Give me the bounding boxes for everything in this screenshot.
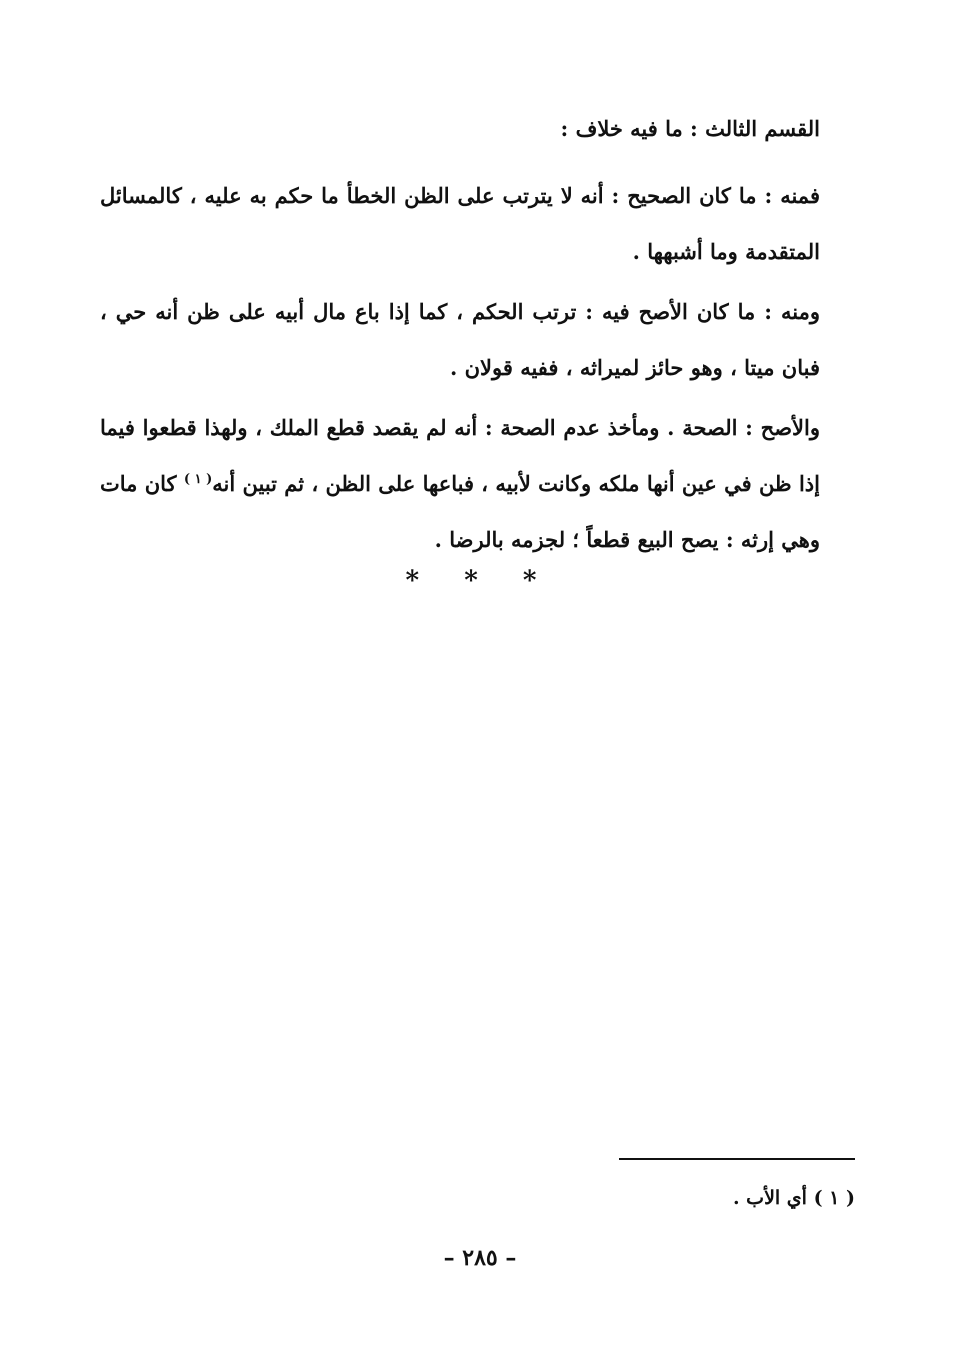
footnote-text: ( ١ ) أي الأب .	[732, 1187, 855, 1209]
paragraph-3	[100, 400, 820, 568]
paragraph-3-text	[100, 400, 820, 568]
paragraph-3-text-end: كان مات وهي إرثه : يصح البيع قطعاً ؛ لجزمه بالرضا .	[100, 471, 820, 552]
section-heading: القسم الثالث : ما فيه خلاف :	[560, 116, 820, 141]
footnote-divider	[619, 1158, 855, 1160]
footnote-reference: ( ١ )	[183, 472, 213, 487]
page-number: – ٢٨٥ –	[443, 1245, 517, 1271]
paragraph-1	[100, 168, 820, 280]
paragraph-2-text: ومنه : ما كان الأصح فيه : ترتب الحكم ، كما إذا باع مال أبيه على ظن أنه حي ، فبان ميتا ، وهو حائز لميراثه ، ففيه قولان .	[100, 299, 820, 380]
paragraph-3-text-start: والأصح : الصحة . ومأخذ عدم الصحة : أنه لم يقصد قطع الملك ، ولهذا قطعوا فيما إذا ظن في عين أنها ملكه وكانت لأبيه ، فباعها على الظن ، ثم تبين أنه	[100, 415, 820, 496]
section-ornament: * * *	[405, 566, 555, 596]
paragraph-1-text: فمنه : ما كان الصحيح : أنه لا يترتب على الظن الخطأ ما حكم به عليه ، كالمسائل المتقدمة وما أشبهها .	[100, 183, 820, 264]
paragraph-2	[100, 284, 820, 396]
